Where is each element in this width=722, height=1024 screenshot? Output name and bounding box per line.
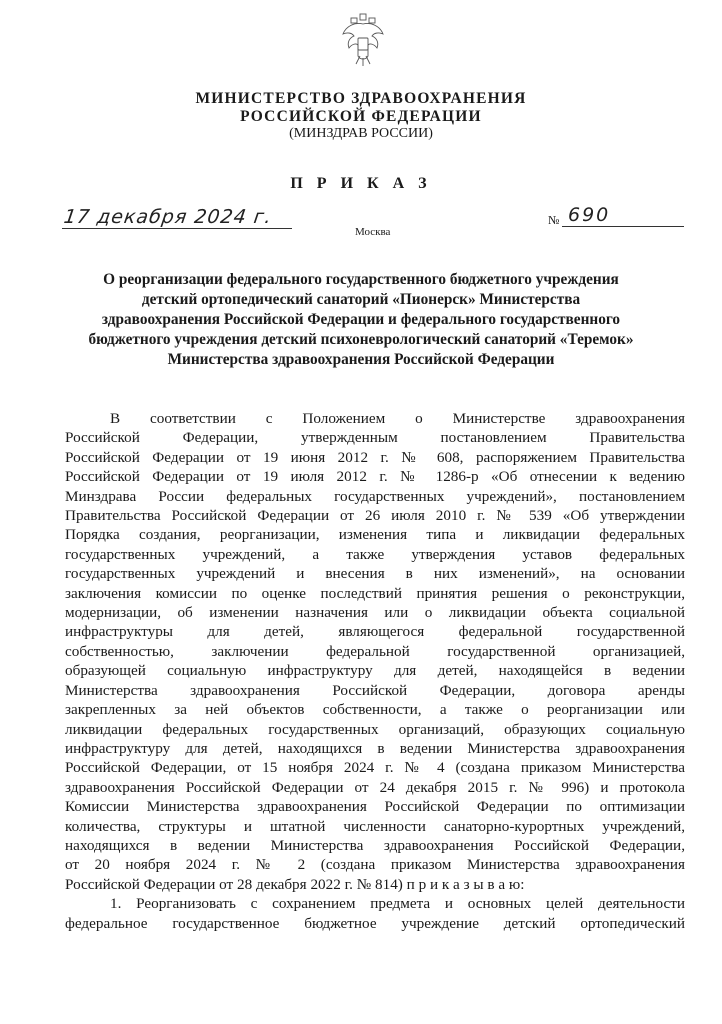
ministry-short-name: (МИНЗДРАВ РОССИИ) [289,126,433,141]
order-number-handwritten: 690 [568,204,611,226]
order-subject [60,270,662,370]
number-underline [562,226,684,227]
body-line: количества, структуры и штатной численности санаторно-курортных учреждений, [65,817,685,835]
body-line: государственных учреждений, а также утверждения уставов федеральных [65,545,685,563]
document-type-title: П Р И К А З [290,175,432,192]
body-line: 1. Реорганизовать с сохранением предмета и основных целей деятельности [110,895,685,913]
body-line: Российской Федерации, от 15 ноября 2024 г. № 4 (создана приказом Министерства [65,759,685,777]
order-date-handwritten: 17 декабря 2024 г. [62,206,274,228]
body-line: федеральное государственное бюджетное учреждение детский ортопедический [65,914,685,932]
body-line: инфраструктуры для детей, являющегося федеральной государственной [65,623,685,641]
ministry-name-line1: МИНИСТЕРСТВО ЗДРАВООХРАНЕНИЯ [195,90,527,107]
subject-line: здравоохранения Российской Федерации и федерального государственного [101,311,621,328]
body-line: модернизации, об изменении назначения или о ликвидации объекта социальной [65,604,685,622]
ministry-name-line2: РОССИЙСКОЙ ФЕДЕРАЦИИ [240,108,482,125]
body-line: Порядка создания, реорганизации, изменения типа и ликвидации федеральных [65,526,685,544]
body-line: инфраструктуру для детей, находящихся в ведении Министерства здравоохранения [65,739,685,757]
body-line: Минздрава России федеральных государственных учреждений», постановлением [65,487,685,505]
order-body [65,409,685,933]
body-line: заключения комиссии по оценке последствий принятия решения о реконструкции, [65,584,685,602]
russian-coat-of-arms-icon [340,12,386,68]
order-number-label: № [548,213,560,227]
body-line: государственных учреждений и внесения в них изменений», на основании [65,565,685,583]
body-line: образующей социальную инфраструктуру для детей, находящейся в ведении [65,662,685,680]
body-line: находящихся в ведении Министерства здравоохранения Российской Федерации, [65,836,685,854]
body-line: Российской Федерации от 28 декабря 2022 г. № 814) п р и к а з ы в а ю: [65,875,525,893]
subject-line: бюджетного учреждения детский психоневрологический санаторий «Теремок» [88,331,634,348]
body-line: Российской Федерации от 19 июля 2012 г. № 1286-р «Об отнесении к ведению [65,468,685,486]
body-line: Министерства здравоохранения Российской Федерации, договора аренды [65,681,685,699]
body-line: В соответствии с Положением о Министерстве здравоохранения [110,410,685,427]
date-underline [62,228,292,229]
body-line: Российской Федерации от 19 июня 2012 г. № 608, распоряжением Правительства [65,448,685,466]
order-city: Москва [355,226,391,238]
body-line: собственностью, заключении федеральной государственной организацией, [65,642,685,660]
subject-line: О реорганизации федерального государственного бюджетного учреждения [103,271,619,288]
body-line: Российской Федерации, утвержденным постановлением Правительства [65,429,685,447]
subject-line: детский ортопедический санаторий «Пионерск» Министерства [141,291,581,308]
body-line: от 20 ноября 2024 г. № 2 (создана приказом Министерства здравоохранения [65,856,685,874]
subject-line: Министерства здравоохранения Российской Федерации [167,351,555,368]
body-line: Правительства Российской Федерации от 26 июля 2010 г. № 539 «Об утверждении [65,507,685,525]
body-line: закрепленных за ней объектов собственности, а также о реорганизации или [65,701,685,719]
body-line: ликвидации федеральных государственных организаций, образующих социальную [65,720,685,738]
body-line: Комиссии Министерства здравоохранения Российской Федерации по оптимизации [65,798,685,816]
body-line: здравоохранения Российской Федерации от 24 декабря 2015 г. № 996) и протокола [65,778,685,796]
